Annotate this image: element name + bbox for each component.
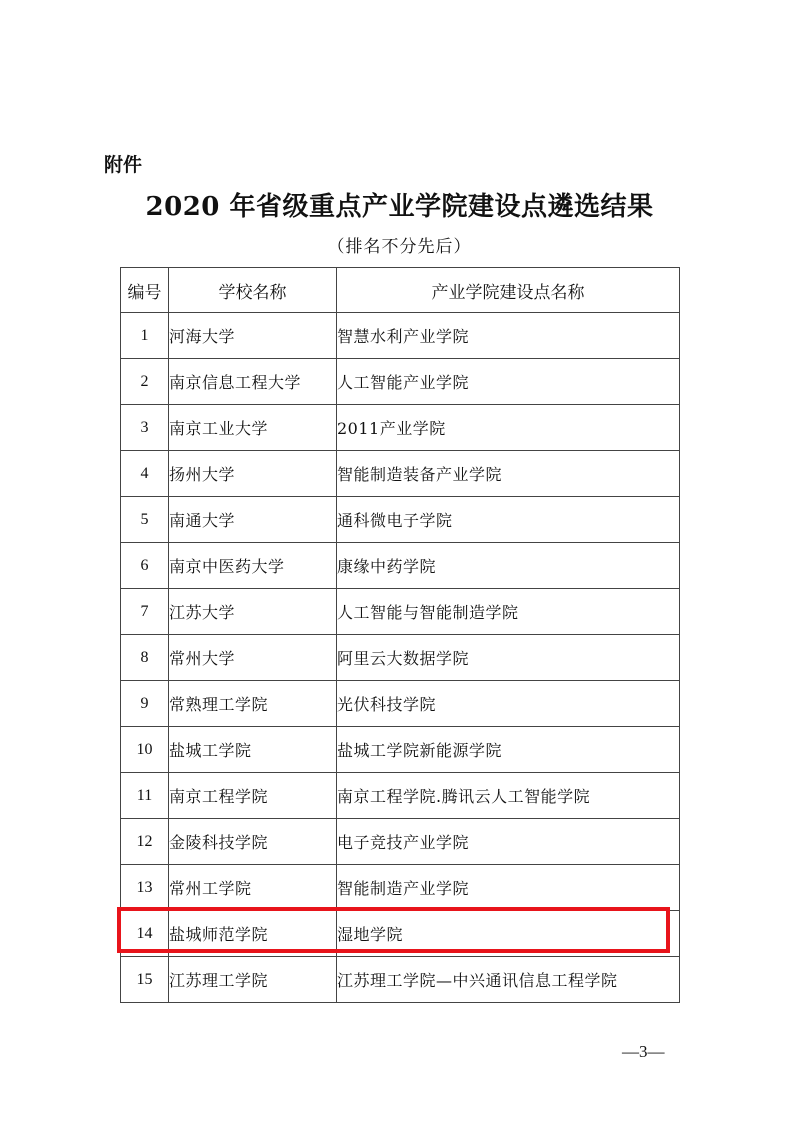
row-number: 13 <box>121 865 169 911</box>
institute-name: 南京工程学院.腾讯云人工智能学院 <box>337 773 680 819</box>
row-number: 2 <box>121 359 169 405</box>
table-row <box>121 865 680 911</box>
institute-name: 人工智能产业学院 <box>337 359 680 405</box>
school-name: 盐城工学院 <box>169 727 337 773</box>
row-number: 11 <box>121 773 169 819</box>
page-number: —3— <box>622 1042 665 1061</box>
school-name: 金陵科技学院 <box>169 819 337 865</box>
institute-name: 智慧水利产业学院 <box>337 313 680 359</box>
table-row <box>121 819 680 865</box>
school-name: 江苏大学 <box>169 589 337 635</box>
table-header-row <box>121 268 680 313</box>
table-row <box>121 313 680 359</box>
school-name: 常州工学院 <box>169 865 337 911</box>
school-name: 扬州大学 <box>169 451 337 497</box>
table-row <box>121 405 680 451</box>
institute-name: 阿里云大数据学院 <box>337 635 680 681</box>
attachment-label: 附件 <box>104 154 143 176</box>
school-name: 江苏理工学院 <box>169 957 337 1003</box>
institute-name: 人工智能与智能制造学院 <box>337 589 680 635</box>
row-number: 5 <box>121 497 169 543</box>
row-number: 4 <box>121 451 169 497</box>
header-school-name: 学校名称 <box>169 268 337 313</box>
institute-name: 智能制造装备产业学院 <box>337 451 680 497</box>
row-number: 14 <box>121 911 169 957</box>
table-row <box>121 727 680 773</box>
table-row <box>121 773 680 819</box>
institute-name: 智能制造产业学院 <box>337 865 680 911</box>
school-name: 常州大学 <box>169 635 337 681</box>
school-name: 南京工程学院 <box>169 773 337 819</box>
row-number: 15 <box>121 957 169 1003</box>
school-name: 南京中医药大学 <box>169 543 337 589</box>
document-subtitle: （排名不分先后） <box>327 237 472 257</box>
institute-name: 江苏理工学院—中兴通讯信息工程学院 <box>337 957 680 1003</box>
school-name: 河海大学 <box>169 313 337 359</box>
institute-name: 电子竞技产业学院 <box>337 819 680 865</box>
school-name: 南京信息工程大学 <box>169 359 337 405</box>
row-number: 6 <box>121 543 169 589</box>
row-number: 3 <box>121 405 169 451</box>
row-number: 7 <box>121 589 169 635</box>
row-number: 10 <box>121 727 169 773</box>
institute-name: 湿地学院 <box>337 911 680 957</box>
table-row <box>121 497 680 543</box>
table-row <box>121 451 680 497</box>
school-name: 盐城师范学院 <box>169 911 337 957</box>
row-number: 12 <box>121 819 169 865</box>
school-name: 常熟理工学院 <box>169 681 337 727</box>
institute-name: 盐城工学院新能源学院 <box>337 727 680 773</box>
results-table <box>120 267 680 1003</box>
institute-name: 康缘中药学院 <box>337 543 680 589</box>
table-row <box>121 957 680 1003</box>
table-row <box>121 589 680 635</box>
table-row-highlighted <box>121 911 680 957</box>
institute-name: 2011产业学院 <box>337 405 680 451</box>
table-row <box>121 681 680 727</box>
institute-name: 通科微电子学院 <box>337 497 680 543</box>
table-row <box>121 635 680 681</box>
institute-name: 光伏科技学院 <box>337 681 680 727</box>
document-title: 2020 年省级重点产业学院建设点遴选结果 <box>145 192 654 222</box>
table-row <box>121 543 680 589</box>
header-institute-name: 产业学院建设点名称 <box>337 268 680 313</box>
row-number: 8 <box>121 635 169 681</box>
header-number: 编号 <box>121 268 169 313</box>
school-name: 南通大学 <box>169 497 337 543</box>
row-number: 1 <box>121 313 169 359</box>
school-name: 南京工业大学 <box>169 405 337 451</box>
table-row <box>121 359 680 405</box>
row-number: 9 <box>121 681 169 727</box>
